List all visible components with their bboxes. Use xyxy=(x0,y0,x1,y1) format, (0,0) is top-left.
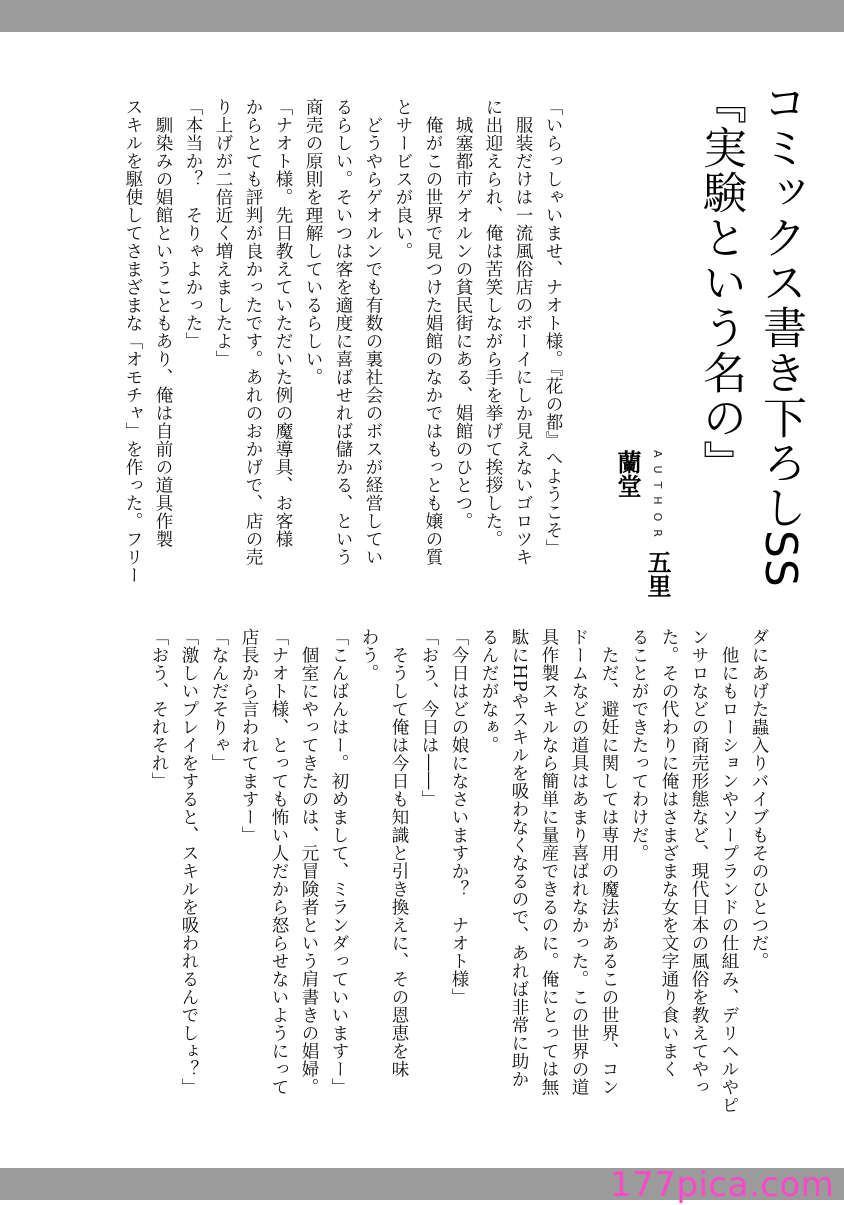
text-line: 「ナオト様、とっても怖い人だから怒らせないようにって xyxy=(269,628,289,1096)
text-line: 他にもローションやソープランドの仕組み、デリヘルやピ xyxy=(719,628,739,1114)
text-line: 「なんだそりゃ」 xyxy=(209,628,229,772)
text-line: わう。 xyxy=(359,628,379,682)
text-line: そうして俺は今日も知識と引き換えに、その恩恵を味 xyxy=(389,628,409,1078)
text-line: 服装だけは一流風俗店のボーイにしか見えないゴロツキ xyxy=(513,98,533,566)
text-line: ることができたってわけだ。 xyxy=(629,628,649,862)
text-line: 商売の原則を理解しているらしい。 xyxy=(303,98,323,386)
text-line: スキルを駆使してさまざまな「オモチャ」を作った。フリー xyxy=(123,98,143,584)
text-line: ダにあげた蟲入りバイブもそのひとつだ。 xyxy=(749,628,769,970)
text-line: るんだがなぁ。 xyxy=(479,628,499,754)
text-line: どうやらゲオルンでも有数の裏社会のボスが経営してい xyxy=(363,98,383,566)
text-line: 「おう、それそれ」 xyxy=(149,628,169,790)
text-line: 「おう、今日は――」 xyxy=(419,628,439,808)
text-line: 「こんばんはー。初めまして、ミランダっていいますー」 xyxy=(329,628,349,1096)
watermark-link[interactable]: 177pica.com xyxy=(610,1165,835,1205)
text-line: た。その代わりに俺はさまざまな女を文字通り食いまく xyxy=(659,628,679,1078)
text-line: 「激しいプレイをすると、スキルを吸われるんでしょ？」 xyxy=(179,628,199,1096)
text-line: からとても評判が良かったです。あれのおかげで、店の売 xyxy=(243,98,263,566)
text-line: ドームなどの道具はあまり喜ばれなかった。この世界の道 xyxy=(569,628,589,1096)
author-label: AUTHOR xyxy=(651,450,664,545)
text-line: 駄にHPやスキルを吸わなくなるので、あれば非常に助か xyxy=(509,628,529,1089)
text-line: 個室にやってきたのは、元冒険者という肩書きの娼婦。 xyxy=(299,628,319,1096)
body-text-upper xyxy=(98,98,568,598)
text-line: 具作製スキルなら簡単に量産できるのに。俺にとっては無 xyxy=(539,628,559,1096)
text-line: 「いらっしゃいませ、ナオト様。『花の都』へようこそ」 xyxy=(543,98,563,558)
text-line: ただ、避妊に関しては専用の魔法があるこの世界、コン xyxy=(599,628,619,1096)
text-line: るらしい。そいつは客を適度に喜ばせれば儲かる、という xyxy=(333,98,353,566)
author-block xyxy=(612,450,672,600)
text-line: とサービスが良い。 xyxy=(393,98,413,260)
top-gray-bar xyxy=(0,0,844,32)
text-line: 城塞都市ゲオルンの貧民街にある、娼館のひとつ。 xyxy=(453,98,473,530)
text-line: ンサロなどの商売形態など、現代日本の風俗を教えてやっ xyxy=(689,628,709,1096)
body-text-lower xyxy=(94,628,774,1148)
text-line: 「今日はどの娘になさいますか？ ナオト様」 xyxy=(449,628,469,1006)
text-line: に出迎えられ、俺は苦笑しながら手を挙げて挨拶した。 xyxy=(483,98,503,548)
text-line: 「本当か？ そりゃよかった」 xyxy=(183,98,203,350)
text-line: り上げが二倍近く増えましたよ」 xyxy=(213,98,233,368)
text-line: 馴染みの娼館ということもあり、俺は自前の道具作製 xyxy=(153,98,173,548)
text-line: 俺がこの世界で見つけた娼館のなかではもっとも嬢の質 xyxy=(423,98,443,566)
author-name: 五里蘭堂 xyxy=(613,450,671,598)
text-line: 「ナオト様。先日教えていただいた例の魔導具、お客様 xyxy=(273,98,293,548)
story-title: コミックス書き下ろしSS『実験という名の』 xyxy=(695,80,806,588)
text-line: 店長から言われてますー」 xyxy=(239,628,259,844)
